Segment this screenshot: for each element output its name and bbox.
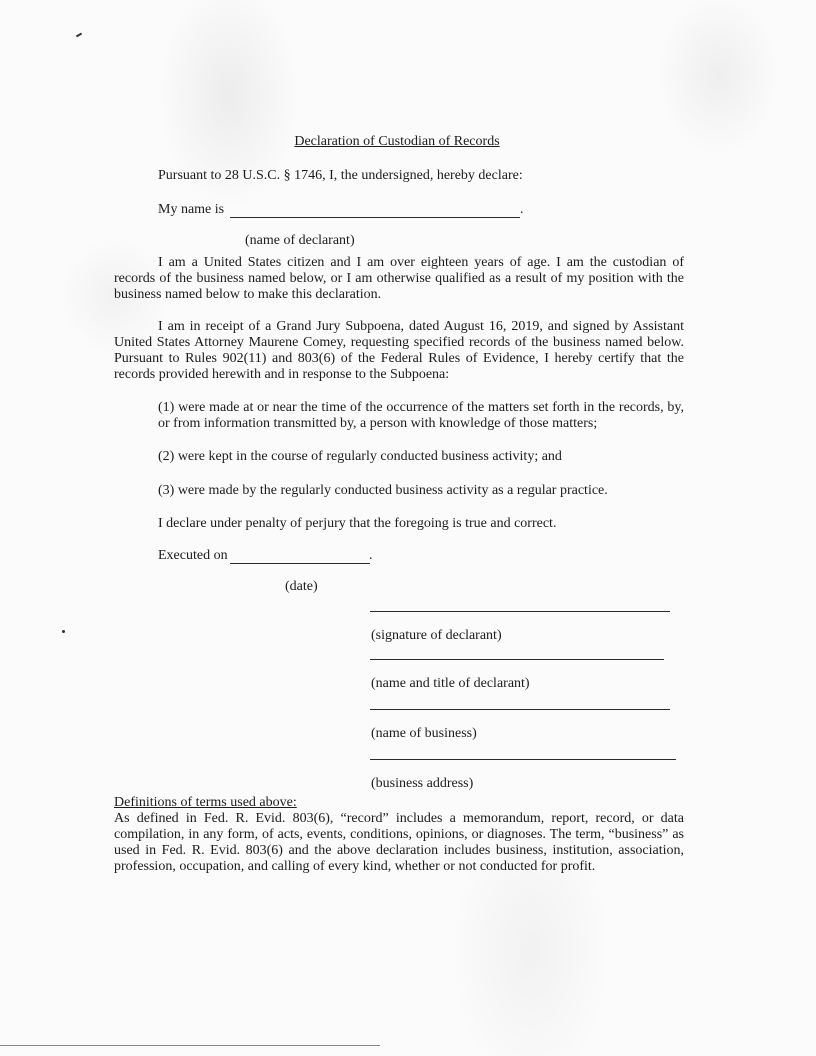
- item-1: (1) were made at or near the time of the occurrence of the matters set forth in the records, by, or from information transmitted by, a person with knowledge of those matters;: [158, 400, 684, 431]
- address-caption: (business address): [371, 776, 474, 791]
- executed-period: .: [369, 548, 373, 563]
- definitions-heading: Definitions of terms used above:: [114, 795, 297, 810]
- intro-text: Pursuant to 28 U.S.C. § 1746, I, the undersigned, hereby declare:: [158, 168, 523, 183]
- date-caption: (date): [285, 579, 318, 594]
- date-blank-line: [230, 563, 370, 564]
- name-caption: (name of declarant): [245, 233, 355, 248]
- address-line: [370, 759, 676, 760]
- signature-line: [370, 611, 670, 612]
- business-line: [370, 709, 670, 710]
- name-period: .: [520, 202, 524, 217]
- name-title-line: [370, 659, 664, 660]
- scan-speck: [62, 630, 65, 633]
- name-blank-line: [230, 217, 520, 218]
- citizen-paragraph: I am a United States citizen and I am over eighteen years of age. I am the custodian of records of the business named below, or I am otherwise qualified as a result of my position with the business named below to make this declaration.: [114, 255, 684, 302]
- perjury-statement: I declare under penalty of perjury that the foregoing is true and correct.: [158, 516, 557, 531]
- item-2: (2) were kept in the course of regularly conducted business activity; and: [158, 449, 562, 464]
- name-title-caption: (name and title of declarant): [371, 676, 530, 691]
- definitions-text: As defined in Fed. R. Evid. 803(6), “record” includes a memorandum, report, record, or data compilation, in any form, of acts, events, conditions, opinions, or diagnoses. The term, “business” as used in Fed. R. Evid. 803(6) and the above declaration includes business, institution, association, profession, occupation, and calling of every kind, whether or not conducted for profit.: [114, 811, 684, 874]
- name-label: My name is: [158, 202, 225, 217]
- bottom-edge-rule: [0, 1045, 380, 1046]
- item-3: (3) were made by the regularly conducted business activity as a regular practice.: [158, 483, 608, 498]
- document-title: Declaration of Custodian of Records: [294, 134, 500, 149]
- subpoena-paragraph: I am in receipt of a Grand Jury Subpoena, dated August 16, 2019, and signed by Assistant United States Attorney Maurene Comey, requesting specified records of the business named below. Pursuant to Rules 902(11) and 803(6) of the Federal Rules of Evidence, I hereby certify that the records provided herewith and in response to the Subpoena:: [114, 319, 684, 382]
- signature-caption: (signature of declarant): [371, 628, 502, 643]
- executed-label: Executed on: [158, 548, 228, 563]
- scan-speck: [76, 33, 82, 38]
- business-caption: (name of business): [371, 726, 477, 741]
